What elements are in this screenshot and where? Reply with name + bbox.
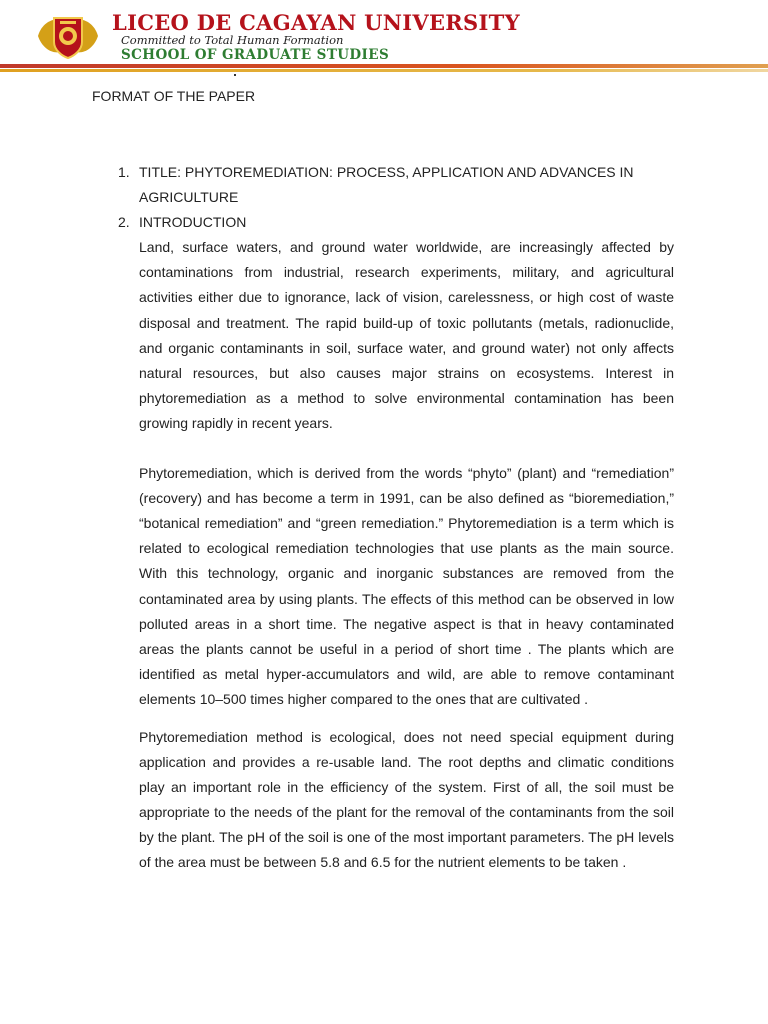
list-number: 2.: [118, 214, 130, 231]
stray-mark: [234, 74, 236, 76]
paragraph-3: Phytoremediation method is ecological, does not need special equipment during application and provides a re-usable land. The root depths and climatic conditions play an important role in the efficiency of the system. First of all, the soil must be appropriate to the needs of the plant for the removal of the contaminants from the soil by the plant. The pH of the soil is one of the most important parameters. The pH levels of the area must be between 5.8 and 6.5 for the nutrient elements to be taken .: [139, 728, 674, 871]
document-content: [118, 160, 674, 876]
university-seal-icon: [34, 12, 102, 60]
list-item-introduction: [118, 210, 674, 235]
list-item-text: TITLE: PHYTOREMEDIATION: PROCESS, APPLICATION AND ADVANCES IN AGRICULTURE: [139, 164, 634, 206]
paragraph-spacer: [118, 712, 674, 725]
university-motto: Committed to Total Human Formation: [121, 33, 344, 47]
paragraph-1: Land, surface waters, and ground water worldwide, are increasingly affected by contaminations from industrial, research experiments, military, and agricultural activities either due to ignorance, lack of vision, carelessness, or high cost of waste disposal and treatment. The rapid build-up of toxic pollutants (metals, radionuclide, and organic contaminants in soil, surface water, and ground water) not only affects natural resources, but also causes major strains on ecosystems. Interest in phytoremediation as a method to solve environmental contamination has been growing rapidly in recent years.: [139, 239, 674, 431]
university-name: LICEO DE CAGAYAN UNIVERSITY: [112, 10, 520, 35]
letterhead: [0, 0, 768, 80]
paragraph-spacer: [118, 436, 674, 461]
header-divider-gold: [0, 69, 768, 72]
list-item-text: INTRODUCTION: [139, 214, 247, 231]
list-item-title: [118, 160, 674, 210]
paragraph-2: Phytoremediation, which is derived from the words “phyto” (plant) and “remediation” (recovery) and has become a term in 1991, can be also defined as “bioremediation,” “botanical remediation” and “green remediation.” Phytoremediation is a term which is related to ecological remediation technologies that use plants as the main source. With this technology, organic and inorganic substances are removed from the contaminated area by using plants. The effects of this method can be observed in low polluted areas in a short time. The negative aspect is that in heavy contaminated areas the plants cannot be useful in a period of short time . The plants which are identified as metal hyper-accumulators and wild, are able to remove contaminant elements 10–500 times higher compared to the ones that are cultivated .: [139, 465, 674, 707]
list-number: 1.: [118, 164, 130, 180]
document-heading: FORMAT OF THE PAPER: [92, 88, 256, 104]
header-divider-red: [0, 64, 768, 68]
school-name: SCHOOL OF GRADUATE STUDIES: [121, 47, 390, 63]
